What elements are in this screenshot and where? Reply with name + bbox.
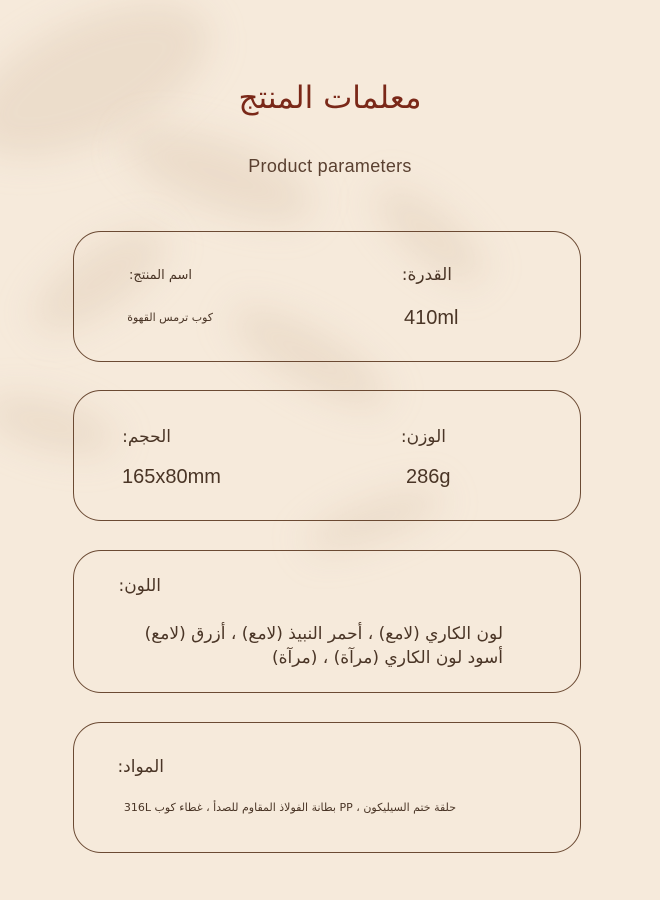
material-value: حلقة ختم السيليكون ، PP بطانة الفولاذ المقاوم للصدأ ، غطاء كوب 316L	[123, 801, 456, 814]
color-value: لون الكاري (لامع) ، أحمر النبيذ (لامع) ، أزرق (لامع) أسود لون الكاري (مرآة) ، (مرآة)	[144, 624, 503, 668]
page-title-english: Product parameters	[248, 156, 412, 176]
material-card	[73, 722, 581, 853]
material-label: المواد:	[117, 757, 164, 777]
size-value: 165x80mm	[122, 466, 221, 488]
product-name-value: كوب ترمس القهوة	[127, 311, 213, 324]
capacity-label: القدرة:	[401, 265, 452, 285]
weight-value: 286g	[406, 466, 451, 488]
size-label: الحجم:	[122, 427, 171, 447]
size-weight-card	[73, 390, 581, 521]
product-name-label: اسم المنتج:	[129, 268, 192, 283]
page-title-arabic: معلمات المنتج	[238, 80, 422, 116]
product-name-capacity-card	[73, 231, 581, 362]
color-label: اللون:	[118, 576, 161, 596]
weight-label: الوزن:	[400, 427, 446, 447]
capacity-value: 410ml	[404, 307, 459, 329]
